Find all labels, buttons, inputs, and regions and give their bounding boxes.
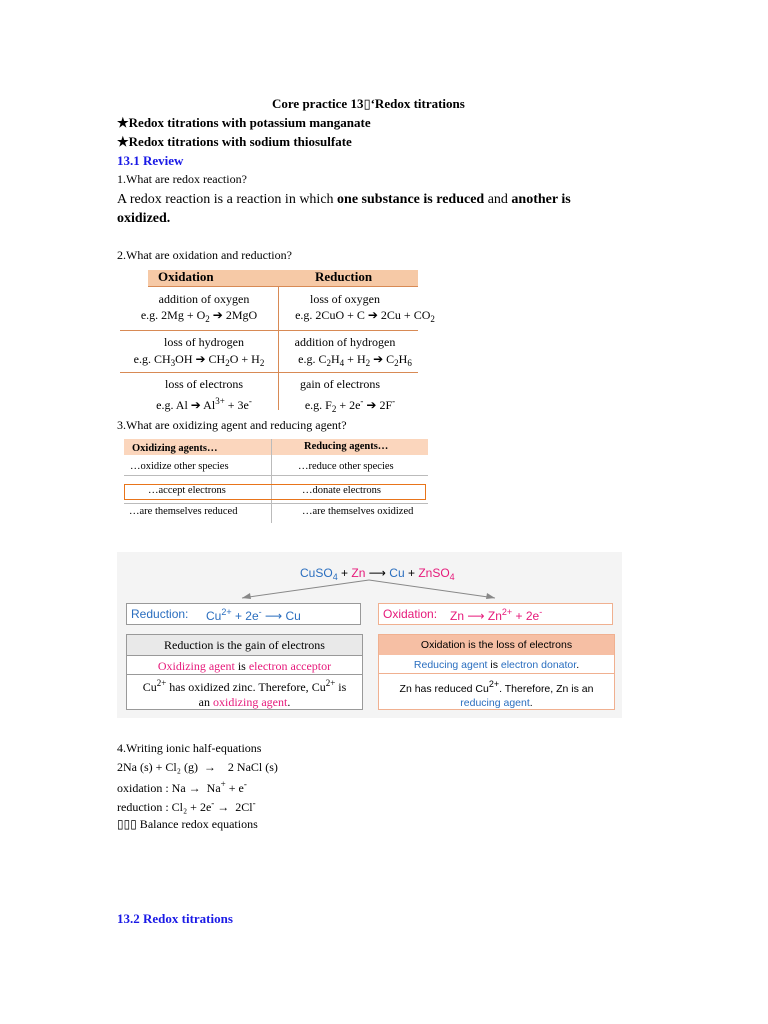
agents-cell-1-2: …reduce other species [298, 461, 394, 472]
left-is2: is [338, 680, 347, 694]
cell-ox-1-example: e.g. $2Mg + O_2$ ➔ 2MgO [140, 308, 258, 324]
cell-ox-1: addition of oxygen [158, 292, 250, 306]
column-divider [278, 286, 279, 410]
agents-table [124, 439, 430, 523]
reduction-explanation-box [126, 634, 363, 710]
right-line3a: Zn has reduced [399, 683, 473, 695]
arrow-left [242, 580, 369, 598]
answer-1-bold1: one substance is reduced [337, 192, 485, 207]
reduction-box-title: Reduction is the gain of electrons [127, 635, 362, 656]
redox-example-diagram [117, 552, 622, 718]
header-reduction: Reduction [315, 269, 373, 284]
reduction-half-equation-label: reduction : Cl₂ + 2e [117, 800, 212, 814]
cell-red-3-example: e.g. $F_2 + 2e^-$ ➔ 2F- [304, 396, 396, 414]
oxidation-half-equation-box [378, 603, 613, 625]
question-1: 1.What are redox reaction? [117, 172, 247, 186]
agents-row-divider-2 [124, 503, 428, 504]
answer-1-bold2: another is [511, 192, 571, 207]
main-equation: CuSO$_4$ + Zn ⟶ Cu + ZnSO$_4$ [300, 566, 455, 582]
cell-red-3: gain of electrons [300, 377, 380, 391]
oxidizing-agent-example: $Cu^{2+}$ has oxidized zinc. Therefore, $Cu^{2+}$ is an oxidizing agent. [127, 674, 362, 710]
section-heading-redox-titrations: 13.2 Redox titrations [117, 911, 233, 926]
agents-row-divider-1 [124, 475, 428, 476]
cell-ox-2-example: e.g. $CH_3OH$ ➔ $CH_2O + H_2$ [133, 352, 265, 368]
reducing-agent-example: Zn has reduced Cu2+. Therefore, Zn is an reducing agent. [379, 673, 614, 710]
oxidation-half-equation-label: oxidation : Na [117, 781, 189, 795]
answer-1-and: and [484, 192, 512, 207]
reducing-agent-term-2: reducing agent [460, 697, 530, 709]
reduction-half-equation-text: reduction : Cl₂ + 2e- → 2Cl- [117, 798, 256, 814]
reducing-agent-is: is [487, 659, 501, 671]
agents-column-divider [271, 439, 272, 523]
oxidation-half-equation: Zn ⟶ $Zn^{2+} + 2e^-$ [450, 607, 543, 623]
agents-cell-2-1: …accept electrons [148, 485, 226, 496]
question-4: 4.Writing ionic half-equations [117, 741, 262, 755]
question-3: 3.What are oxidizing agent and reducing agent? [117, 418, 347, 432]
arrowhead-left [242, 593, 251, 599]
subtitle-manganate: ★Redox titrations with potassium manganate [117, 115, 371, 130]
agents-cell-3-1: …are themselves reduced [129, 506, 238, 517]
page-title: Core practice 13▯‘Redox titrations [272, 96, 465, 111]
agents-cell-1-1: …oxidize other species [130, 461, 229, 472]
left-line3: has oxidized zinc. Therefore, [169, 680, 309, 694]
cell-red-2: addition of hydrogen [294, 335, 396, 349]
oxidizing-agent-line [127, 658, 362, 674]
oxidation-reduction-table [120, 268, 450, 414]
reducing-agent-term: Reducing agent [413, 659, 488, 671]
reduction-half-equation-box [126, 603, 361, 625]
cell-red-1: loss of oxygen [310, 292, 380, 306]
oxidizing-agent-term: Oxidizing agent [157, 659, 235, 673]
header-oxidation: Oxidation [158, 269, 214, 284]
electron-acceptor-term: electron acceptor [248, 659, 332, 673]
oxidation-explanation-box [378, 634, 615, 710]
right-line3b: . Therefore, Zn is an [499, 683, 594, 695]
balance-redox-equations: ▯▯▯ Balance redox equations [117, 817, 258, 831]
answer-1-bold3: oxidized. [117, 211, 171, 226]
header-divider [148, 286, 418, 287]
left-an: an [198, 695, 213, 709]
cell-red-1-example: e.g. 2CuO + C ➔ $2Cu + CO_2$ [295, 308, 435, 324]
header-oxidizing-agents: Oxidizing agents… [132, 443, 218, 454]
row-divider-2 [120, 372, 418, 373]
agents-cell-2-2: …donate electrons [302, 485, 382, 496]
agents-cell-3-2: …are themselves oxidized [302, 506, 414, 517]
arrowhead-right [486, 593, 495, 599]
section-heading-review: 13.1 Review [117, 153, 184, 168]
oxidizing-agent-term-2: oxidizing agent [213, 695, 288, 709]
header-reducing-agents: Reducing agents… [304, 441, 389, 452]
equation-sodium-chlorine: 2Na (s) + Cl₂ (g) → 2 NaCl (s) [117, 760, 278, 774]
reduction-half-equation: $Cu^{2+} + 2e^-$ ⟶ Cu [206, 607, 301, 623]
reducing-agent-line: Reducing agent is electron donator. [413, 659, 580, 671]
oxidizing-agent-is: is [234, 659, 249, 673]
arrow-right [369, 580, 495, 598]
question-2: 2.What are oxidation and reduction? [117, 248, 292, 262]
electron-donator-term: electron donator [500, 659, 577, 671]
oxidation-box-title: Oxidation is the loss of electrons [379, 635, 614, 655]
subtitle-thiosulfate: ★Redox titrations with sodium thiosulfate [117, 134, 352, 149]
reduction-label: Reduction: [131, 607, 189, 621]
cell-ox-3-example: e.g. Al ➔ $Al^{3+} + 3e^-$ [156, 396, 252, 412]
row-divider-1 [120, 330, 418, 331]
cell-ox-3: loss of electrons [165, 377, 243, 391]
oxidation-label: Oxidation: [383, 607, 438, 621]
answer-1 [117, 190, 637, 228]
cell-red-2-example: e.g. $C_2H_4 + H_2$ ➔ $C_2H_6$ [298, 352, 412, 368]
cell-ox-2: loss of hydrogen [164, 335, 244, 349]
oxidation-half-equation-text: oxidation : Na → Na+ + e- [117, 779, 247, 795]
answer-1-text: A redox reaction is a reaction in which [117, 192, 338, 207]
